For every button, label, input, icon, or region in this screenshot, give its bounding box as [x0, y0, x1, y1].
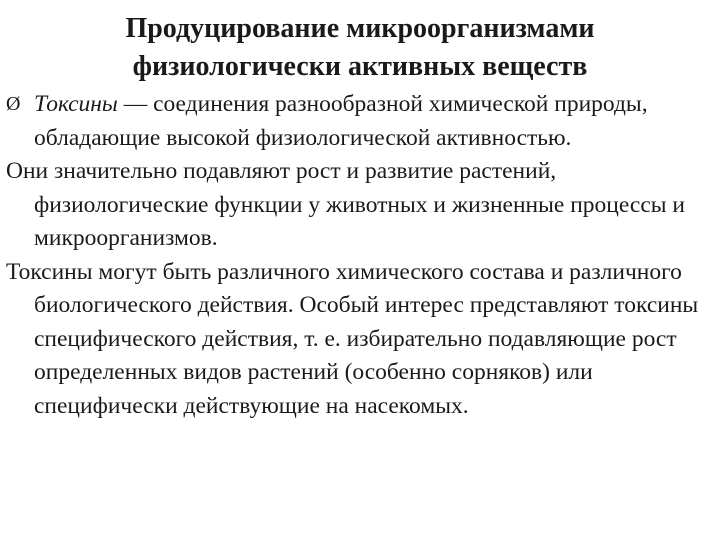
slide-title — [0, 10, 720, 86]
title-line-1: Продуцирование микроорганизмами — [125, 13, 595, 44]
slide-body — [6, 88, 712, 423]
term-toxins: Токсины — [34, 91, 118, 117]
paragraph-composition: Токсины могут быть различного химического состава и различного биологического действия. Особый интерес представляют токсины специфического действия, т. е. избирательно подавляющие рост определенных видов растений (особенно сорняков) или специфически действующие на насекомых. — [6, 258, 699, 419]
title-line-2: физиологически активных веществ — [132, 51, 588, 82]
bullet-paragraph-toxins-definition — [6, 88, 712, 155]
toxins-definition-text: — соединения разнообразной химической природы, обладающие высокой физиологической активностью. — [34, 91, 648, 151]
arrow-bullet-icon: Ø — [6, 93, 21, 115]
paragraph-effects: Они значительно подавляют рост и развитие растений, физиологические функции у животных и жизненные процессы и микроорганизмов. — [6, 158, 685, 251]
